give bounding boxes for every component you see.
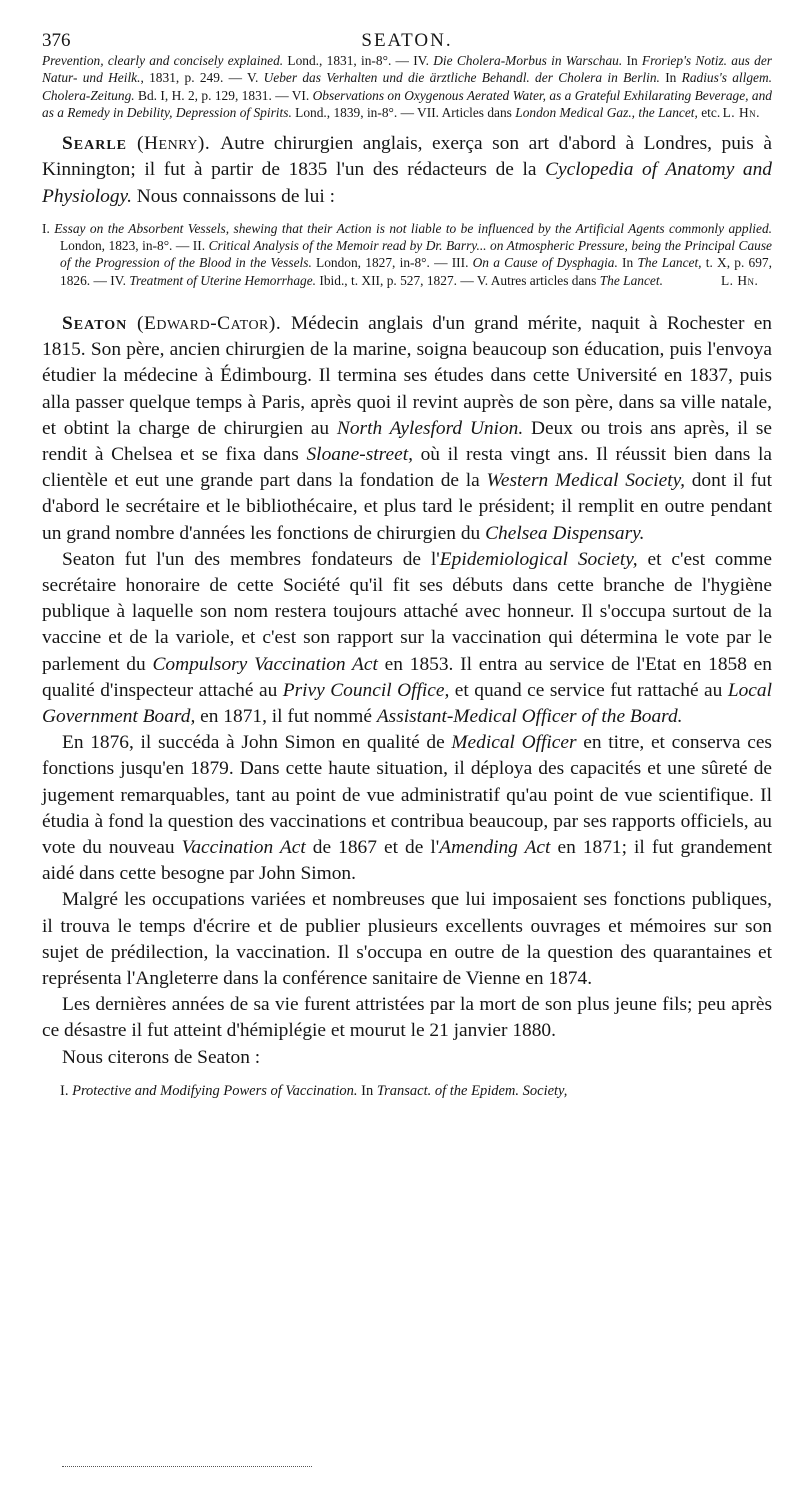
entry-headword: Seaton — [62, 312, 128, 334]
seaton-paragraph-1: Seaton (Edward-Cator). Médecin anglais d'un grand mérite, naquit à Rochester en 1815. Son père, ancien chirurgien de la marine, soigna beaucoup son éducation, puis l'envoya étudier la médecine à Édimbourg. Il termina ses études dans cette Université en 1837, puis alla passer quelque temps à Paris, après quoi il revint auprès de son père, dans sa ville natale, et obtint la charge de chirurgien au North Aylesford Union. Deux ou trois ans après, il se rendit à Chelsea et se fixa dans Sloane-street, où il resta vingt ans. Il réussit bien dans la clientèle et eut une grande part dans la fondation de la Western Medical Society, dont il fut d'abord le secrétaire et le bibliothécaire, et plus tard le président; il remplit en outre pendant un grand nombre d'années les fonctions de chirurgien du Chelsea Dispensary. — [42, 312, 772, 544]
seaton-paragraph-2: Seaton fut l'un des membres fondateurs de l'Epidemiological Society, et c'est comme secrétaire honoraire de cette Société qu'il fit ses débuts dans cette branche de l'hygiène publique à laquelle son nom restera toujours attaché avec honneur. Il s'occupa surtout de la vaccine et de la variole, et c'est son rapport sur la vaccination qui détermina le vote par le parlement du Compulsory Vaccination Act en 1853. Il entra au service de l'Etat en 1858 en qualité d'inspecteur attaché au Privy Council Office, et quand ce service fut rattaché au Local Government Board, en 1871, il fut nommé Assistant-Medical Officer of the Board. — [42, 548, 772, 728]
searle-entry: Searle (Henry). Autre chirurgien anglais, exerça son art d'abord à Londres, puis à Kinnington; il fut à partir de 1835 l'un des rédacteurs de la Cyclopedia of Anatomy and Physiology. Nous connaissons de lui : — [42, 133, 772, 207]
continued-bibliography: Prevention, clearly and concisely explained. Lond., 1831, in-8°. — IV. Die Cholera-Morbus in Warschau. In Froriep's Notiz. aus der Natur- und Heilk., 1831, p. 249. — V. Ueber das Verhalten und die ärztliche Behandl. der Cholera in Berlin. In Radius's allgem. Cholera-Zeitung. Bd. I, H. 2, p. 129, 1831. — VI. Observations on Oxygenous Aerated Water, as a Grateful Exhilarating Beverage, and as a Remedy in Debility, Depression of Spirits. Lond., 1839, in-8°. — VII. Articles dans London Medical Gaz., the Lancet, etc. L. Hn. — [42, 53, 773, 120]
seaton-paragraph-5: Les dernières années de sa vie furent attristées par la mort de son plus jeune fils; peu après ce désastre il fut atteint d'hémiplégie et mourut le 21 janvier 1880. — [42, 994, 772, 1042]
document-page — [42, 30, 772, 1100]
author-signature: L. Hn. — [722, 104, 760, 120]
seaton-paragraph-3: En 1876, il succéda à John Simon en qualité de Medical Officer en titre, et conserva ces fonctions jusqu'en 1879. Dans cette haute situation, il déploya des capacités et une sûreté de jugement remarquables, tant au point de vue administratif qu'au point de vue scientifique. Il étudia à fond la question des vaccinations et contribua beaucoup, par ses rapports officiels, au vote du nouveau Vaccination Act de 1867 et de l'Amending Act en 1871; il fut grandement aidé dans cette besogne par John Simon. — [42, 732, 772, 885]
seaton-paragraph-4: Malgré les occupations variées et nombreuses que lui imposaient ses fonctions publiques, il trouva le temps d'écrire et de publier plusieurs excellents ouvrages et mémoires sur son sujet de prédilection, la vaccination. Il s'occupa en outre de la question des quarantaines et représenta l'Angleterre dans la conférence sanitaire de Vienne en 1874. — [42, 889, 772, 990]
seaton-works: I. Protective and Modifying Powers of Vaccination. In Transact. of the Epidem. Society, — [60, 1082, 568, 1099]
author-signature: L. Hn. — [720, 272, 759, 288]
running-title: SEATON. — [361, 30, 453, 51]
entry-headword: Searle — [62, 133, 128, 155]
seaton-paragraph-6: Nous citerons de Seaton : — [62, 1046, 261, 1068]
searle-works: I. Essay on the Absorbent Vessels, shewing that their Action is not liable to be influenced by the Artificial Agents commonly applied. London, 1823, in-8°. — II. Critical Analysis of the Memoir read by Dr. Barry... on Atmospheric Pressure, being the Principal Cause of the Progression of the Blood in the Vessels. London, 1827, in-8°. — III. On a Cause of Dysphagia. In The Lancet, t. X, p. 697, 1826. — IV. Treatment of Uterine Hemorrhage. Ibid., t. XII, p. 527, 1827. — V. Autres articles dans The Lancet. L. Hn. — [42, 220, 772, 288]
page-header — [42, 30, 772, 64]
page-number: 376 — [42, 30, 71, 51]
footer-dotted-rule — [62, 1466, 312, 1467]
